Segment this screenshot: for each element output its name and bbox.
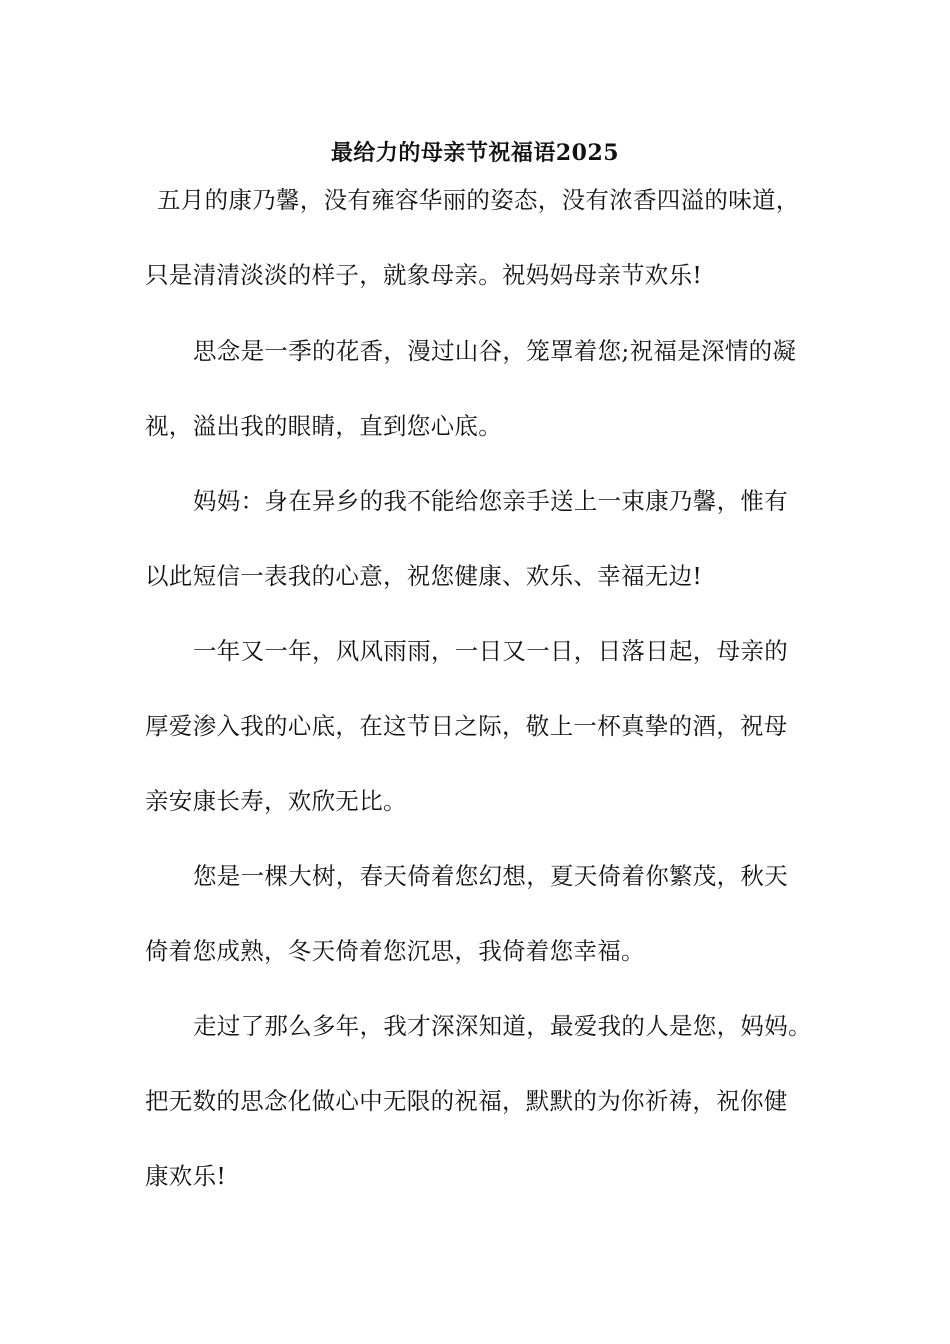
paragraph-line: 思念是一季的花香，漫过山谷，笼罩着您;祝福是深情的凝 xyxy=(193,337,797,365)
paragraph-line: 以此短信一表我的心意，祝您健康、欢乐、幸福无边! xyxy=(145,562,703,590)
paragraph-line: 一年又一年，风风雨雨，一日又一日，日落日起，母亲的 xyxy=(193,637,788,665)
paragraph-line: 视，溢出我的眼睛，直到您心底。 xyxy=(145,412,502,440)
paragraph-line: 厚爱渗入我的心底，在这节日之际，敬上一杯真挚的酒，祝母 xyxy=(145,712,788,740)
paragraph-line: 只是清清淡淡的样子，就象母亲。祝妈妈母亲节欢乐! xyxy=(145,261,703,289)
paragraph-line: 把无数的思念化做心中无限的祝福，默默的为你祈祷，祝你健 xyxy=(145,1087,788,1115)
paragraph-line: 五月的康乃馨，没有雍容华丽的姿态，没有浓香四溢的味道， xyxy=(157,186,800,214)
paragraph-line: 走过了那么多年，我才深深知道，最爱我的人是您，妈妈。 xyxy=(193,1012,812,1040)
paragraph-line: 亲安康长寿，欢欣无比。 xyxy=(145,787,407,815)
document-title: 最给力的母亲节祝福语2025 xyxy=(330,140,620,166)
paragraph-line: 妈妈：身在异乡的我不能给您亲手送上一束康乃馨，惟有 xyxy=(193,487,788,515)
paragraph-line: 康欢乐! xyxy=(145,1162,227,1190)
paragraph-line: 倚着您成熟，冬天倚着您沉思，我倚着您幸福。 xyxy=(145,937,645,965)
paragraph-line: 您是一棵大树，春天倚着您幻想，夏天倚着你繁茂，秋天 xyxy=(193,862,788,890)
